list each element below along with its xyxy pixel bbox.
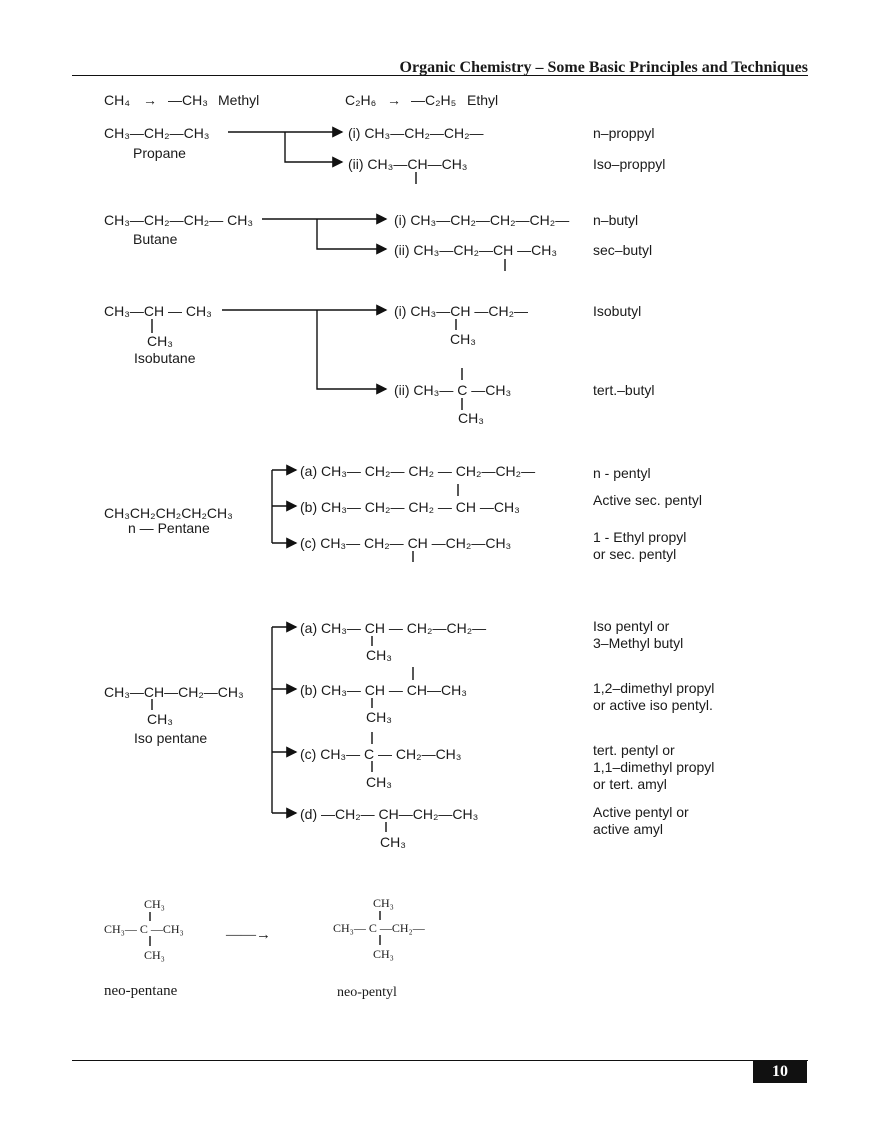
methyl-butyl-name: 3–Methyl butyl	[593, 635, 684, 651]
neopentane-formula: CH₃— C —CH₃	[104, 922, 184, 936]
tert-amyl-name: or tert. amyl	[593, 776, 667, 792]
propane-name: Propane	[133, 145, 186, 161]
isopentane-formula: CH₃—CH—CH₂—CH₃	[104, 684, 244, 700]
isobutane-formula: CH₃—CH — CH₃	[104, 303, 212, 319]
tert-pentyl-formula: (c) CH₃— C — CH₂—CH₃	[300, 746, 462, 762]
tert-pentyl-branch: CH₃	[366, 774, 392, 790]
isobutyl-branch: CH₃	[450, 331, 476, 347]
sec-butyl-formula: (ii) CH₃—CH₂—CH —CH₃	[394, 242, 558, 258]
dimethyl-propyl-name: 1,2–dimethyl propyl	[593, 680, 715, 696]
n-pentyl-name: n - pentyl	[593, 465, 651, 481]
page-header-title: Organic Chemistry – Some Basic Principles and Techniques	[399, 59, 808, 76]
dimethyl-propyl-branch: CH₃	[366, 709, 392, 725]
butane-formula: CH₃—CH₂—CH₂— CH₃	[104, 212, 254, 228]
tert-pentyl-name: tert. pentyl or	[593, 742, 675, 758]
methyl-name: Methyl	[218, 92, 260, 108]
neopentyl-formula: CH₃— C —CH₂—	[333, 921, 425, 935]
neopentyl-top-branch: CH₃	[373, 896, 394, 910]
iso-pentyl-name: Iso pentyl or	[593, 618, 670, 634]
iso-pentyl-branch: CH₃	[366, 647, 392, 663]
neopentyl-bottom-branch: CH₃	[373, 947, 394, 961]
butane-name: Butane	[133, 231, 178, 247]
ethyl-propyl-formula: (c) CH₃— CH₂— CH —CH₂—CH₃	[300, 535, 512, 551]
ethyl-propyl-name: 1 - Ethyl propyl	[593, 529, 687, 545]
active-iso-pentyl-name: or active iso pentyl.	[593, 697, 713, 713]
neopentane-bottom-branch: CH₃	[144, 948, 165, 962]
active-pentyl-formula: (d) —CH₂— CH—CH₂—CH₃	[300, 806, 479, 822]
isobutane-name: Isobutane	[134, 350, 196, 366]
iso-propyl-name: Iso–proppyl	[593, 156, 666, 172]
page-number: 10	[753, 1061, 807, 1083]
n-pentyl-formula: (a) CH₃— CH₂— CH₂ — CH₂—CH₂—	[300, 463, 536, 479]
methane-formula: CH₄	[104, 92, 130, 108]
active-sec-pentyl-formula: (b) CH₃— CH₂— CH₂ — CH —CH₃	[300, 499, 520, 515]
isopentane-branch: CH₃	[147, 711, 173, 727]
tert-butyl-branch: CH₃	[458, 410, 484, 426]
ethyl-name: Ethyl	[467, 92, 499, 108]
footer-rule	[72, 1060, 808, 1061]
isobutyl-name: Isobutyl	[593, 303, 642, 319]
neopentane-name: neo-pentane	[104, 983, 178, 999]
methyl-arrow: →	[143, 92, 157, 108]
sec-butyl-name: sec–butyl	[593, 242, 653, 258]
methyl-group: —CH₃	[168, 92, 208, 108]
sec-pentyl-name: or sec. pentyl	[593, 546, 677, 562]
n-butyl-formula: (i) CH₃—CH₂—CH₂—CH₂—	[394, 212, 570, 228]
dimethyl-propyl-formula: (b) CH₃— CH — CH—CH₃	[300, 682, 467, 698]
active-sec-pentyl-name: Active sec. pentyl	[593, 492, 702, 508]
pentane-formula: CH₃CH₂CH₂CH₂CH₃	[104, 505, 233, 521]
dimethyl-propyl-alt-name: 1,1–dimethyl propyl	[593, 759, 715, 775]
neopentyl-name: neo-pentyl	[337, 985, 397, 1000]
isobutane-branch: CH₃	[147, 333, 173, 349]
ethyl-arrow: →	[387, 92, 401, 108]
iso-pentyl-formula: (a) CH₃— CH — CH₂—CH₂—	[300, 620, 487, 636]
active-pentyl-name: Active pentyl or	[593, 804, 689, 820]
neopentane-top-branch: CH₃	[144, 897, 165, 911]
tert-butyl-name: tert.–butyl	[593, 382, 655, 398]
propane-formula: CH₃—CH₂—CH₃	[104, 125, 210, 141]
active-amyl-name: active amyl	[593, 821, 664, 837]
iso-propyl-formula: (ii) CH₃—CH—CH₃	[348, 156, 468, 172]
neopentyl-arrow: ——→	[226, 927, 271, 943]
active-pentyl-branch: CH₃	[380, 834, 406, 850]
ethyl-group: —C₂H₅	[411, 92, 457, 108]
n-propyl-name: n–proppyl	[593, 125, 655, 141]
n-propyl-formula: (i) CH₃—CH₂—CH₂—	[348, 125, 484, 141]
n-butyl-name: n–butyl	[593, 212, 639, 228]
isopentane-name: Iso pentane	[134, 730, 208, 746]
pentane-name: n — Pentane	[128, 520, 210, 536]
ethane-formula: C₂H₆	[345, 92, 377, 108]
isobutyl-formula: (i) CH₃—CH —CH₂—	[394, 303, 529, 319]
tert-butyl-formula: (ii) CH₃— C —CH₃	[394, 382, 512, 398]
